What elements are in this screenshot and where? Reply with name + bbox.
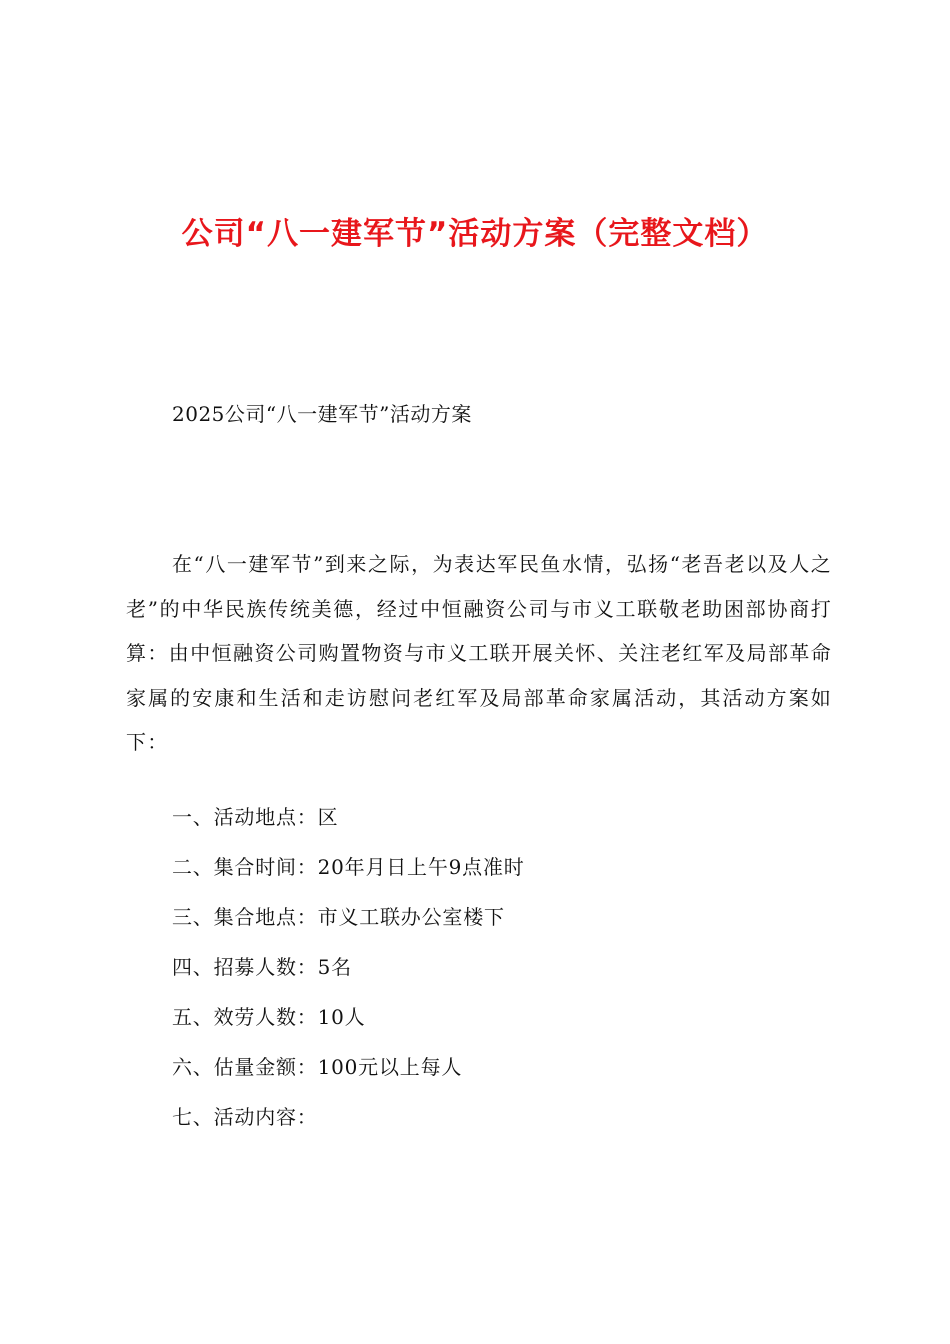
plan-item-gather-place: 三、集合地点：市义工联办公室楼下 bbox=[172, 905, 505, 929]
document-title: 公司“八一建军节”活动方案（完整文档） bbox=[181, 216, 769, 252]
intro-paragraph: 在“八一建军节”到来之际，为表达军民鱼水情，弘扬“老吾老以及人之老”的中华民族传统美德，经过中恒融资公司与市义工联敬老助困部协商打算：由中恒融资公司购置物资与市义工联开展关怀、关注老红军及局部革命家属的安康和生活和走访慰问老红军及局部革命家属活动，其活动方案如下： bbox=[126, 552, 832, 754]
document-subtitle: 2025公司“八一建军节”活动方案 bbox=[172, 402, 472, 426]
plan-item-location: 一、活动地点：区 bbox=[172, 805, 339, 829]
plan-item-list bbox=[172, 792, 525, 1142]
plan-item-estimated-amount: 六、估量金额：100元以上每人 bbox=[172, 1055, 463, 1079]
plan-item-recruit-count: 四、招募人数：5名 bbox=[172, 955, 352, 979]
plan-item-serve-count: 五、效劳人数：10人 bbox=[172, 1005, 366, 1029]
plan-item-gather-time: 二、集合时间：20年月日上午9点准时 bbox=[172, 855, 525, 879]
plan-item-activity-content: 七、活动内容： bbox=[172, 1105, 318, 1129]
